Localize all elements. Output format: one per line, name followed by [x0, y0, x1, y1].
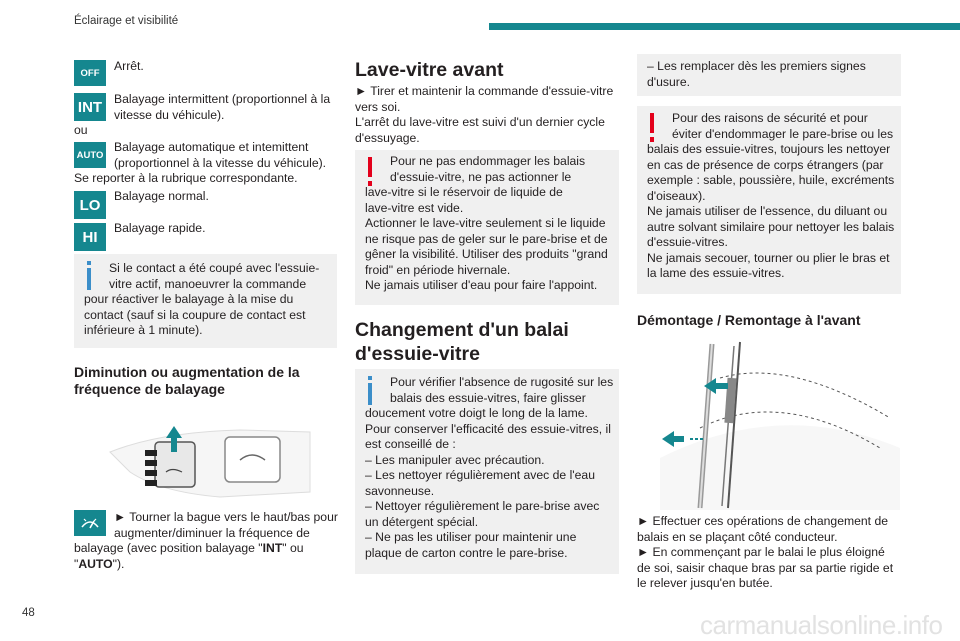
heading-frequency: Diminution ou augmentation de la fréquence de balayage: [74, 364, 300, 397]
warning-box-washer: Pour ne pas endommager les balais d'essuie-vitre, ne pas actionner le lave-vitre si le réservoir de liquide de lave-vitre est vide. Actionner le lave-vitre seulement si le liquide ne risque pas de geler sur le pare-brise et de gêner la visibilité. Utiliser des produits "grand froid" en période hivernale. Ne jamais utiliser d'eau pour faire l'appoint.: [355, 150, 619, 305]
info-text: Si le contact a été coupé avec l'essuie- vitre actif, manoeuvrer la commande pour réactiver le balayage à la mise du contact (sauf si la coupure de contact est inférieure à 1 minute).: [84, 261, 320, 337]
running-header: Éclairage et visibilité: [74, 15, 179, 27]
list-box-replace: – Les remplacer dès les premiers signes d'usure.: [637, 54, 901, 96]
watermark: carmanualsonline.info: [700, 610, 943, 640]
lo-text: Balayage normal.: [114, 189, 209, 203]
int-icon: INT: [74, 93, 106, 121]
stalk-illustration: [100, 412, 320, 502]
hi-icon: HI: [74, 223, 106, 251]
info-box-blades: Pour vérifier l'absence de rugosité sur les balais des essuie-vitres, faire glisser doucement votre doigt le long de la lame. Pour conserver l'efficacité des essuie-vitres, il est conseillé de : – Les manipuler avec précaution. – Les nettoyer régulièrement avec de l'eau savonneuse. – Nettoyer régulièrement le pare-brise avec un détergent spécial. – Ne pas les utiliser pour maintenir une plaque de carton contre le pare-brise.: [355, 369, 619, 574]
heading-washer: Lave-vitre avant: [355, 59, 504, 81]
header-bar: [489, 23, 960, 30]
washer-text: ► Tirer et maintenir la commande d'essuie-vitre vers soi. L'arrêt du lave-vitre est suivi d'un dernier cycle d'essuyage.: [355, 84, 614, 145]
auto-icon: AUTO: [74, 142, 106, 168]
heading-blade-change: Changement d'un balai d'essuie-vitre: [355, 319, 569, 365]
warning-box-safety: Pour des raisons de sécurité et pour éviter d'endommager le pare-brise ou les balais des essuie-vitres, toujours les nettoyer en cas de présence de corps étrangers (par exemple : sable, poussière, huile, excréments d'oiseaux). Ne jamais utiliser de l'essence, du diluant ou autre solvant similaire pour nettoyer les balais d'essuie-vitres. Ne jamais secouer, tourner ou plier le bras et la lame des essuie-vitres.: [637, 106, 901, 294]
auto-reference: Se reporter à la rubrique correspondante.: [74, 171, 298, 185]
hi-text: Balayage rapide.: [114, 221, 206, 235]
page-number: 48: [22, 607, 35, 619]
info-box-contact: [74, 254, 337, 348]
ou-text: ou: [74, 123, 88, 137]
off-text: Arrêt.: [114, 59, 144, 73]
lo-icon: LO: [74, 191, 106, 219]
wiper-blade-illustration: [660, 338, 900, 510]
auto-text: Balayage automatique et intemittent (proportionnel à la vitesse du véhicule).: [114, 140, 327, 170]
int-text: Balayage intermittent (proportionnel à la vitesse du véhicule).: [114, 92, 331, 122]
turn-ring-text: ► Tourner la bague vers le haut/bas pour augmenter/diminuer la fréquence de balayage (avec position balayage "INT" ou "AUTO").: [74, 510, 338, 571]
heading-removal: Démontage / Remontage à l'avant: [637, 312, 861, 328]
removal-steps: ► Effectuer ces opérations de changement de balais en se plaçant côté conducteur. ► En commençant par le balai le plus éloigné de soi, saisir chaque bras par sa partie rigide et le relever jusqu'en butée.: [637, 514, 894, 590]
off-icon: OFF: [74, 60, 106, 86]
